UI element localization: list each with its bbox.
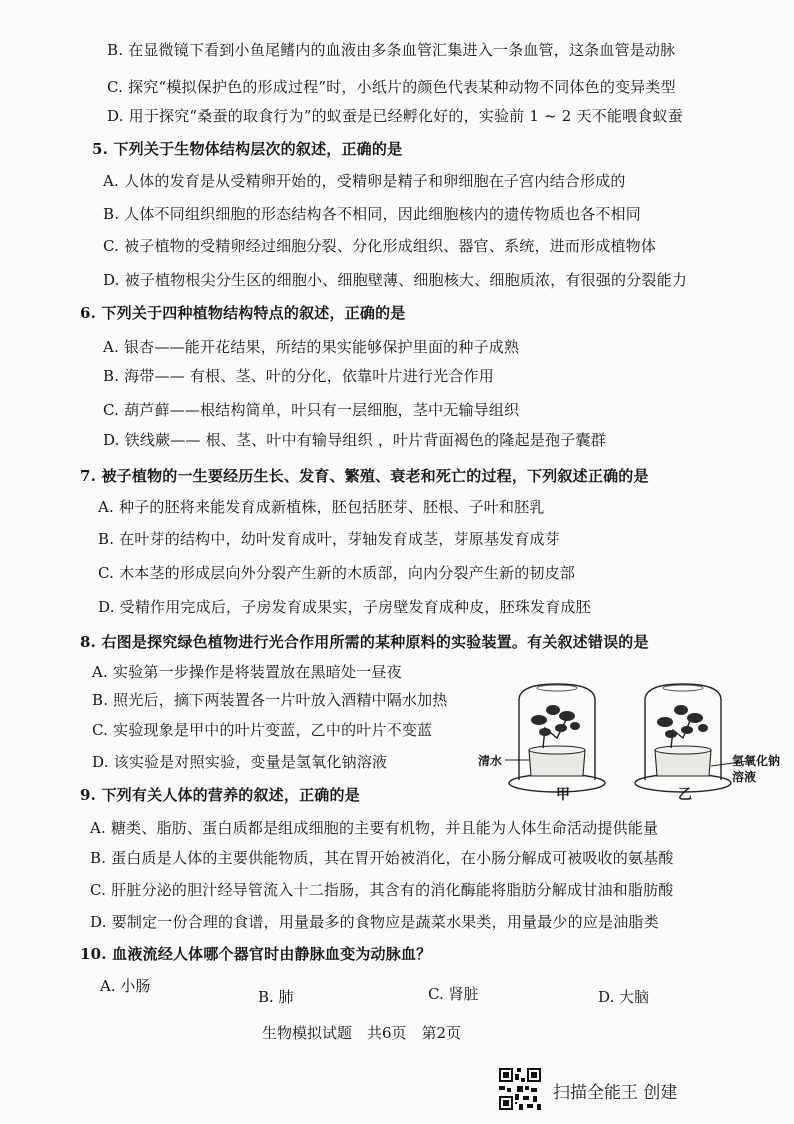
answer-option: D. 被子植物根尖分生区的细胞小、细胞壁薄、细胞核大、细胞质浓，有很强的分裂能力 (103, 271, 688, 289)
question-stem: 10. 血液流经人体哪个器官时由静脉血变为动脉血？ (80, 945, 432, 963)
q10-option-b: B. 肺 (258, 988, 294, 1006)
answer-option: A. 糖类、脂肪、蛋白质都是组成细胞的主要有机物，并且能为人体生命活动提供能量 (90, 819, 659, 837)
question-stem: 8. 右图是探究绿色植物进行光合作用所需的某种原料的实验装置。有关叙述错误的是 (80, 633, 649, 651)
scanner-watermark: 扫描全能王 创建 (553, 1083, 678, 1103)
answer-option: A. 实验第一步操作是将装置放在黑暗处一昼夜 (92, 663, 402, 681)
question-stem: 6. 下列关于四种植物结构特点的叙述，正确的是 (80, 304, 406, 322)
answer-option: A. 人体的发育是从受精卵开始的，受精卵是精子和卵细胞在子宫内结合形成的 (103, 172, 626, 190)
q10-option-a: A. 小肠 (100, 977, 151, 995)
answer-option: B. 人体不同组织细胞的形态结构各不相同，因此细胞核内的遗传物质也各不相同 (103, 205, 641, 223)
answer-option: B. 照光后，摘下两装置各一片叶放入酒精中隔水加热 (92, 691, 448, 709)
answer-option: C. 被子植物的受精卵经过细胞分裂、分化形成组织、器官、系统，进而形成植物体 (103, 237, 657, 255)
answer-option: D. 要制定一份合理的食谱，用量最多的食物应是蔬菜水果类，用量最少的应是油脂类 (90, 913, 659, 931)
answer-option: C. 实验现象是甲中的叶片变蓝，乙中的叶片不变蓝 (92, 721, 433, 739)
qr-code-icon (497, 1066, 543, 1112)
photosynthesis-experiment-figure (505, 680, 755, 800)
figure-label-jar-b: 乙 (678, 787, 692, 803)
answer-option: C. 探究“模拟保护色的形成过程”时，小纸片的颜色代表某种动物不同体色的变异类型 (107, 78, 676, 96)
figure-label-naoh-1: 氢氧化钠 (732, 754, 781, 768)
q10-option-d: D. 大脑 (598, 988, 650, 1006)
answer-option: A. 种子的胚将来能发育成新植株，胚包括胚芽、胚根、子叶和胚乳 (98, 498, 545, 516)
answer-option: B. 海带—— 有根、茎、叶的分化，依靠叶片进行光合作用 (103, 367, 494, 385)
question-stem: 9. 下列有关人体的营养的叙述，正确的是 (80, 786, 360, 804)
answer-option: C. 肝脏分泌的胆汁经导管流入十二指肠，其含有的消化酶能将脂肪分解成甘油和脂肪酸 (90, 881, 674, 899)
answer-option: C. 木本茎的形成层向外分裂产生新的木质部，向内分裂产生新的韧皮部 (98, 564, 576, 582)
answer-option: D. 用于探究“桑蚕的取食行为”的蚁蚕是已经孵化好的，实验前 1 ~ 2 天不能喂食蚁蚕 (107, 107, 683, 125)
answer-option: A. 银杏——能开花结果，所结的果实能够保护里面的种子成熟 (103, 338, 520, 356)
bell-jars-drawing (505, 680, 755, 800)
answer-option: B. 在显微镜下看到小鱼尾鳍内的血液由多条血管汇集进入一条血管，这条血管是动脉 (107, 41, 676, 59)
page-footer: 生物模拟试题 共6页 第2页 (262, 1024, 462, 1042)
figure-label-naoh-2: 溶液 (732, 770, 757, 784)
answer-option: D. 受精作用完成后，子房发育成果实，子房壁发育成种皮，胚珠发育成胚 (98, 598, 591, 616)
figure-label-water: 清水 (478, 754, 503, 768)
q10-option-c: C. 肾脏 (428, 985, 479, 1003)
question-stem: 5. 下列关于生物体结构层次的叙述，正确的是 (92, 140, 403, 158)
answer-option: D. 该实验是对照实验，变量是氢氧化钠溶液 (92, 753, 388, 771)
answer-option: C. 葫芦藓——根结构简单，叶只有一层细胞，茎中无输导组织 (103, 401, 520, 419)
question-stem: 7. 被子植物的一生要经历生长、发育、繁殖、衰老和死亡的过程，下列叙述正确的是 (80, 467, 649, 485)
figure-label-jar-a: 甲 (556, 787, 570, 803)
answer-option: D. 铁线蕨—— 根、茎、叶中有输导组织 ，叶片背面褐色的隆起是孢子囊群 (103, 431, 606, 449)
answer-option: B. 在叶芽的结构中，幼叶发育成叶，芽轴发育成茎，芽原基发育成芽 (98, 530, 560, 548)
answer-option: B. 蛋白质是人体的主要供能物质，其在胃开始被消化，在小肠分解成可被吸收的氨基酸 (90, 849, 674, 867)
